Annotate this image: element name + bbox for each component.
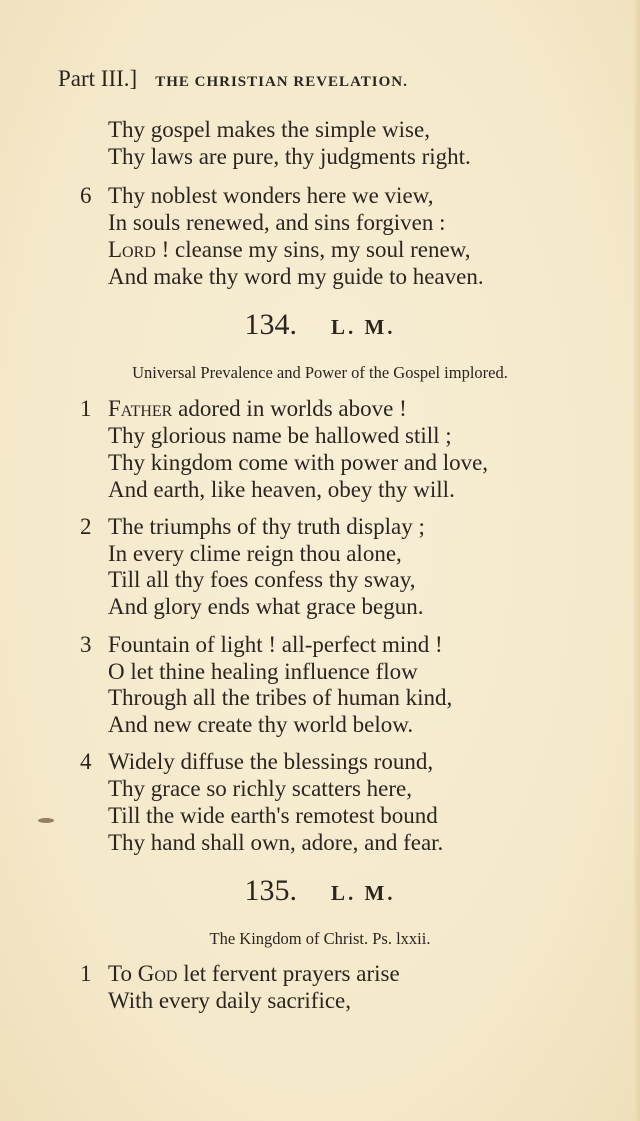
verse-line: Thy glorious name be hallowed still ; xyxy=(108,423,452,448)
verse-line: Through all the tribes of human kind, xyxy=(108,685,453,710)
verse-line: Widely diffuse the blessings round, xyxy=(108,749,434,774)
ink-smudge xyxy=(38,818,54,823)
hymn-meter: L. M. xyxy=(330,881,396,905)
verse-line: And earth, like heaven, obey thy will. xyxy=(108,477,455,502)
verse-line: Till all thy foes confess thy sway, xyxy=(108,567,416,592)
hymn-meter: L. M. xyxy=(330,315,396,339)
verse-line: In souls renewed, and sins forgiven : xyxy=(108,210,446,235)
hymn-number: 134. xyxy=(244,308,297,341)
stanza-number: 1 xyxy=(80,961,92,986)
verse-line: And new create thy world below. xyxy=(108,712,414,737)
verse-line: Thy noblest wonders here we view, xyxy=(108,183,434,208)
verse-line: Thy laws are pure, thy judgments right. xyxy=(108,144,471,169)
verse-line: Fountain of light ! all-perfect mind ! xyxy=(108,632,443,657)
verse-line: In every clime reign thou alone, xyxy=(108,541,402,566)
chapter-title: THE CHRISTIAN REVELATION. xyxy=(155,74,408,90)
small-caps-word: Lord xyxy=(108,237,156,262)
verse-line: Thy kingdom come with power and love, xyxy=(108,450,489,475)
verse-line: O let thine healing influence flow xyxy=(108,659,418,684)
running-header xyxy=(58,66,618,96)
hymn-heading xyxy=(0,308,640,342)
verse-line: And make thy word my guide to heaven. xyxy=(108,264,484,289)
hymn-subtitle: Universal Prevalence and Power of the Gospel implored. xyxy=(132,363,508,382)
page-edge xyxy=(634,0,640,1121)
small-caps-word: God xyxy=(137,961,178,986)
stanza-number: 1 xyxy=(80,396,92,421)
part-label: Part III.] xyxy=(58,66,138,91)
hymn-subtitle: The Kingdom of Christ. Ps. lxxii. xyxy=(209,929,431,948)
verse-line: Lord ! cleanse my sins, my soul renew, xyxy=(108,237,471,262)
verse-line: With every daily sacrifice, xyxy=(108,988,352,1013)
stanza-number: 6 xyxy=(80,183,92,208)
small-caps-word: Father xyxy=(108,396,173,421)
hymn-heading xyxy=(0,874,640,908)
verse-line: Thy gospel makes the simple wise, xyxy=(108,117,430,142)
verse-line: And glory ends what grace begun. xyxy=(108,594,424,619)
verse-line: Thy grace so richly scatters here, xyxy=(108,776,412,801)
verse-line: Till the wide earth's remotest bound xyxy=(108,803,438,828)
stanza-number: 2 xyxy=(80,514,92,539)
verse-line: To God let fervent prayers arise xyxy=(108,961,400,986)
stanza-number: 4 xyxy=(80,749,92,774)
hymn-number: 135. xyxy=(244,874,297,907)
verse-line: Father adored in worlds above ! xyxy=(108,396,407,421)
stanza-number: 3 xyxy=(80,632,92,657)
verse-line: Thy hand shall own, adore, and fear. xyxy=(108,830,444,855)
verse-line: The triumphs of thy truth display ; xyxy=(108,514,425,539)
